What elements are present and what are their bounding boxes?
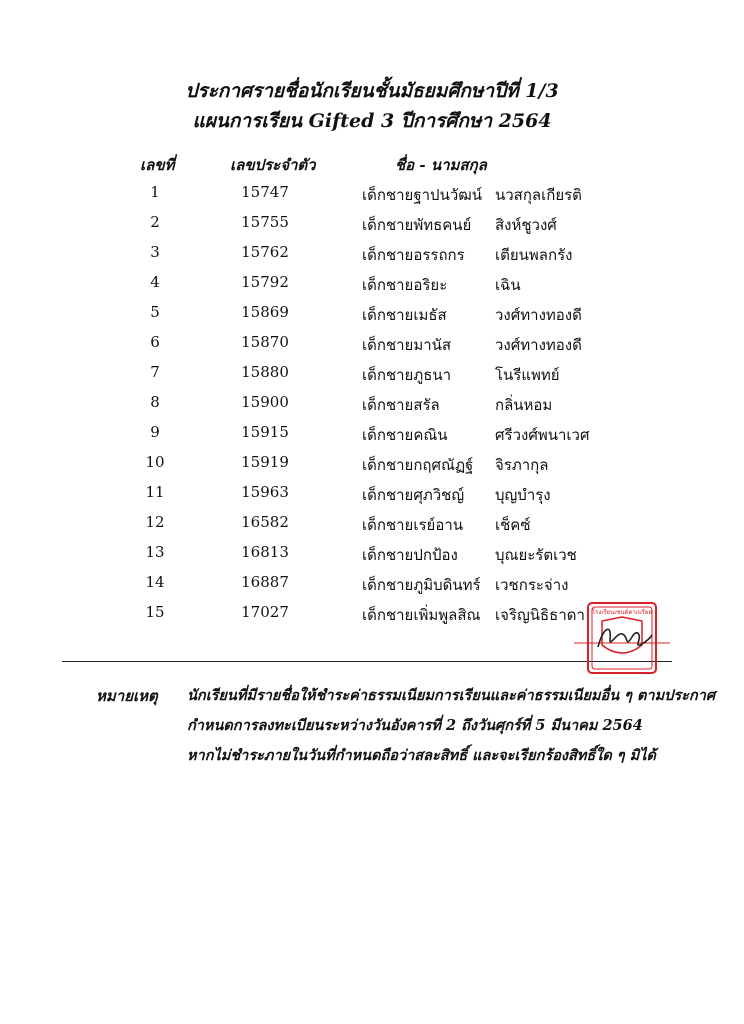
student-first-name: เด็กชายคณิน (362, 426, 448, 444)
student-id: 15792 (241, 273, 289, 291)
row-number: 13 (145, 543, 165, 561)
student-last-name: จิรภากุล (495, 456, 549, 474)
school-seal-stamp (568, 599, 676, 681)
note-line: นักเรียนที่มีรายชื่อให้ชำระค่าธรรมเนียมการเรียนและค่าธรรมเนียมอื่น ๆ ตามประกาศ (187, 687, 716, 704)
student-id: 15915 (241, 423, 289, 441)
student-id: 15762 (241, 243, 289, 261)
student-first-name: เด็กชายมานัส (362, 336, 452, 354)
student-first-name: เด็กชายพัทธคนย์ (362, 216, 472, 234)
row-number: 3 (150, 243, 160, 261)
row-number: 9 (150, 423, 160, 441)
student-last-name: เฉิน (495, 276, 521, 294)
student-last-name: เตียนพลกรัง (495, 246, 573, 264)
student-last-name: เช็คซ์ (495, 516, 531, 534)
table-row (0, 243, 744, 273)
row-number: 10 (145, 453, 165, 471)
student-id: 16887 (241, 573, 289, 591)
student-id: 15755 (241, 213, 289, 231)
student-table (0, 183, 744, 633)
student-id: 15869 (241, 303, 289, 321)
column-header-student-id: เลขประจำตัว (230, 156, 316, 174)
student-last-name: ศรีวงศ์พนาเวศ (495, 426, 590, 444)
student-first-name: เด็กชายสรัล (362, 396, 440, 414)
table-row (0, 393, 744, 423)
row-number: 6 (150, 333, 160, 351)
student-id: 16582 (241, 513, 289, 531)
table-row (0, 363, 744, 393)
student-id: 15919 (241, 453, 289, 471)
student-id: 16813 (241, 543, 289, 561)
table-row (0, 423, 744, 453)
row-number: 7 (150, 363, 160, 381)
note-label: หมายเหตุ (96, 687, 158, 705)
row-number: 5 (150, 303, 160, 321)
student-first-name: เด็กชายเพิ่มพูลสิณ (362, 606, 481, 624)
page-title: ประกาศรายชื่อนักเรียนชั้นมัธยมศึกษาปีที่ 1/3 (185, 80, 559, 102)
student-id: 15963 (241, 483, 289, 501)
row-number: 4 (150, 273, 160, 291)
student-first-name: เด็กชายอริยะ (362, 276, 448, 294)
student-first-name: เด็กชายกฤศณัฏฐ์ (362, 456, 474, 474)
page-subtitle: แผนการเรียน Gifted 3 ปีการศึกษา 2564 (192, 110, 552, 132)
student-first-name: เด็กชายอรรถกร (362, 246, 465, 264)
student-last-name: บุณยะรัตเวช (495, 546, 577, 564)
table-row (0, 213, 744, 243)
student-first-name: เด็กชายศุภวิชญ์ (362, 486, 465, 504)
student-id: 15900 (241, 393, 289, 411)
student-id: 17027 (241, 603, 289, 621)
note-line: กำหนดการลงทะเบียนระหว่างวันอังคารที่ 2 ถึงวันศุกร์ที่ 5 มีนาคม 2564 (187, 717, 643, 734)
student-id: 15880 (241, 363, 289, 381)
row-number: 8 (150, 393, 160, 411)
note-line: หากไม่ชำระภายในวันที่กำหนดถือว่าสละสิทธิ์ และจะเรียกร้องสิทธิ์ใด ๆ มิได้ (187, 747, 656, 764)
student-first-name: เด็กชายเรย์อาน (362, 516, 464, 534)
student-last-name: นวสกุลเกียรติ (495, 186, 582, 204)
student-last-name: บุญบำรุง (495, 486, 551, 504)
table-row (0, 453, 744, 483)
row-number: 1 (150, 183, 160, 201)
table-row (0, 183, 744, 213)
student-first-name: เด็กชายฐาปนวัฒน์ (362, 186, 483, 204)
row-number: 15 (145, 603, 165, 621)
row-number: 2 (150, 213, 160, 231)
student-first-name: เด็กชายภูมิบดินทร์ (362, 576, 481, 594)
student-last-name: เจริญนิธิธาดา (495, 606, 585, 624)
student-last-name: กลิ่นหอม (495, 396, 553, 414)
column-header-name: ชื่อ - นามสกุล (395, 156, 487, 174)
student-id: 15870 (241, 333, 289, 351)
student-id: 15747 (241, 183, 289, 201)
table-row (0, 543, 744, 573)
student-last-name: สิงห์ชูวงศ์ (495, 216, 557, 234)
table-row (0, 273, 744, 303)
student-first-name: เด็กชายภูธนา (362, 366, 452, 384)
column-header-no: เลขที่ (140, 156, 175, 174)
table-row (0, 483, 744, 513)
student-last-name: โนรีแพทย์ (495, 366, 560, 384)
student-last-name: เวชกระจ่าง (495, 576, 569, 594)
student-last-name: วงศ์ทางทองดี (495, 336, 582, 354)
student-first-name: เด็กชายปกป้อง (362, 546, 458, 564)
student-last-name: วงศ์ทางทองดี (495, 306, 582, 324)
row-number: 12 (145, 513, 165, 531)
table-row (0, 513, 744, 543)
table-row (0, 303, 744, 333)
row-number: 11 (145, 483, 165, 501)
table-row (0, 333, 744, 363)
svg-text:โรงเรียนเซนต์คาเบรียล: โรงเรียนเซนต์คาเบรียล (591, 609, 653, 616)
student-first-name: เด็กชายเมธัส (362, 306, 447, 324)
row-number: 14 (145, 573, 165, 591)
